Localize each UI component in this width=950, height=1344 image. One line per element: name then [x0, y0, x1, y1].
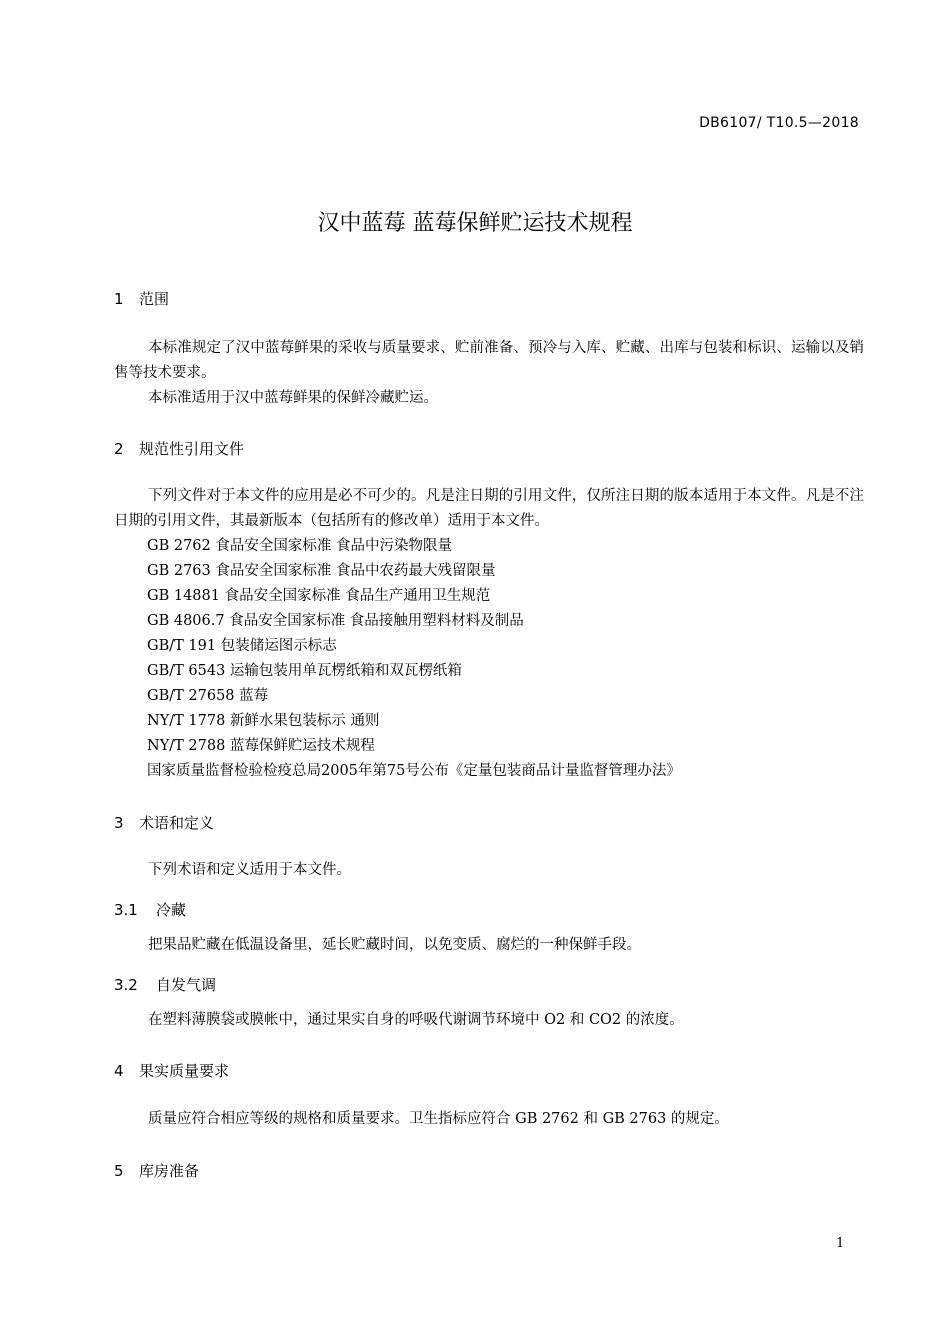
subsection-number: 3.1: [114, 901, 138, 919]
reference-item: GB 14881 食品安全国家标准 食品生产通用卫生规范: [147, 588, 491, 604]
section-2-heading: [114, 438, 244, 459]
section-1-paragraph-2: 本标准适用于汉中蓝莓鲜果的保鲜冷藏贮运。: [148, 390, 438, 406]
section-title: 术语和定义: [139, 814, 215, 832]
section-3-paragraph-1: 下列术语和定义适用于本文件。: [148, 862, 351, 878]
reference-item: GB 2762 食品安全国家标准 食品中污染物限量: [147, 538, 452, 554]
page-number: 1: [836, 1236, 845, 1251]
section-title: 库房准备: [139, 1162, 200, 1180]
section-3-2-heading: [114, 974, 216, 995]
section-number: 4: [114, 1062, 124, 1080]
reference-item: GB 4806.7 食品安全国家标准 食品接触用塑料材料及制品: [147, 613, 524, 629]
section-3-2-definition: 在塑料薄膜袋或膜帐中，通过果实自身的呼吸代谢调节环境中 O2 和 CO2 的浓度。: [148, 1012, 684, 1028]
normative-reference-list: [147, 534, 681, 784]
section-number: 5: [114, 1162, 124, 1180]
subsection-number: 3.2: [114, 976, 138, 994]
reference-item: GB 2763 食品安全国家标准 食品中农药最大残留限量: [147, 563, 496, 579]
reference-item: GB/T 27658 蓝莓: [147, 688, 269, 704]
section-5-heading: [114, 1160, 199, 1181]
section-4-paragraph-1: 质量应符合相应等级的规格和质量要求。卫生指标应符合 GB 2762 和 GB 2763 的规定。: [148, 1111, 729, 1127]
section-4-heading: [114, 1060, 229, 1081]
document-code: DB6107/ T10.5—2018: [699, 115, 859, 131]
section-1-paragraph-1: 本标准规定了汉中蓝莓鲜果的采收与质量要求、贮前准备、预冷与入库、贮藏、出库与包装和标识、运输以及销售等技术要求。: [114, 340, 864, 381]
reference-item: NY/T 1778 新鲜水果包装标示 通则: [147, 713, 380, 729]
reference-item: 国家质量监督检验检疫总局2005年第75号公布《定量包装商品计量监督管理办法》: [147, 763, 681, 779]
page-title: 汉中蓝莓 蓝莓保鲜贮运技术规程: [317, 211, 633, 236]
reference-item: NY/T 2788 蓝莓保鲜贮运技术规程: [147, 738, 375, 754]
section-3-1-definition: 把果品贮藏在低温设备里，延长贮藏时间，以免变质、腐烂的一种保鲜手段。: [148, 937, 641, 953]
section-2-paragraph-1: 下列文件对于本文件的应用是必不可少的。凡是注日期的引用文件，仅所注日期的版本适用于本文件。凡是不注日期的引用文件，其最新版本（包括所有的修改单）适用于本文件。: [114, 488, 864, 529]
section-title: 范围: [139, 290, 170, 308]
section-number: 2: [114, 440, 124, 458]
section-number: 1: [114, 290, 124, 308]
section-number: 3: [114, 814, 124, 832]
section-1-heading: [114, 288, 169, 309]
section-3-heading: [114, 812, 214, 833]
reference-item: GB/T 191 包装储运图示标志: [147, 638, 337, 654]
subsection-title: 自发气调: [156, 976, 217, 994]
section-3-1-heading: [114, 899, 186, 920]
section-title: 规范性引用文件: [139, 440, 245, 458]
reference-item: GB/T 6543 运输包装用单瓦楞纸箱和双瓦楞纸箱: [147, 663, 462, 679]
section-title: 果实质量要求: [139, 1062, 230, 1080]
subsection-title: 冷藏: [156, 901, 187, 919]
